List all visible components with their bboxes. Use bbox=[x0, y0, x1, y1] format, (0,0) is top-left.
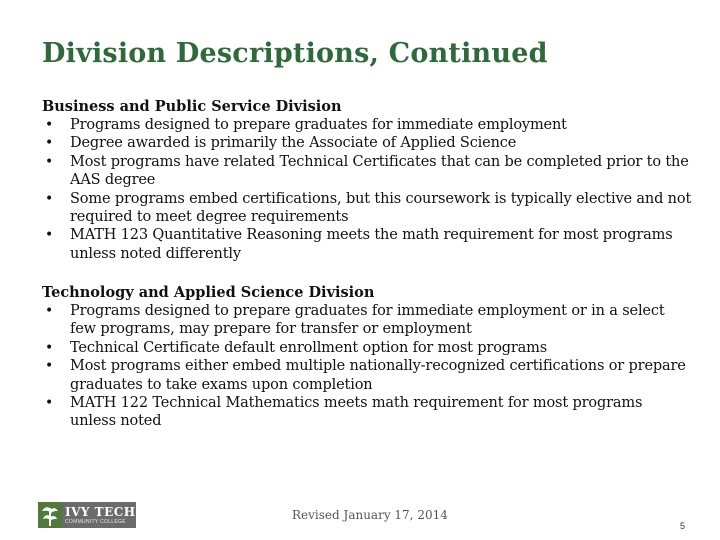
list-item-text: Most programs have related Technical Certificates that can be completed prior to the AAS degree bbox=[70, 153, 689, 189]
logo-name: IVY TECH bbox=[65, 504, 136, 519]
bullet-icon: • bbox=[45, 190, 54, 207]
list-item-text: Technical Certificate default enrollment option for most programs bbox=[70, 339, 548, 356]
list-item bbox=[42, 190, 692, 227]
revised-date: Revised January 17, 2014 bbox=[292, 508, 448, 522]
list-item bbox=[42, 226, 692, 263]
list-item-text: Programs designed to prepare graduates for immediate employment or in a select few programs, may prepare for transfer or employment bbox=[70, 303, 665, 338]
bullet-icon: • bbox=[45, 135, 54, 152]
list-item-text: Some programs embed certifications, but this coursework is typically elective and not required to meet degree requirements bbox=[70, 190, 692, 226]
logo-subtitle: COMMUNITY COLLEGE bbox=[65, 518, 126, 525]
section-technology-applied-science bbox=[42, 284, 692, 431]
section-heading: Business and Public Service Division bbox=[42, 98, 342, 115]
list-item-text: Degree awarded is primarily the Associate of Applied Science bbox=[70, 135, 517, 152]
page-number: 5 bbox=[680, 521, 686, 531]
list-item-text: Most programs either embed multiple nationally-recognized certifications or prepare graduates to take exams upon completion bbox=[70, 358, 686, 393]
list-item bbox=[42, 153, 692, 190]
section-heading: Technology and Applied Science Division bbox=[42, 284, 375, 301]
slide-title: Division Descriptions, Continued bbox=[42, 38, 548, 69]
bullet-icon: • bbox=[45, 153, 54, 170]
list-item bbox=[42, 116, 692, 134]
bullet-icon: • bbox=[45, 117, 54, 133]
list-item-text: Programs designed to prepare graduates for immediate employment bbox=[70, 117, 567, 133]
list-item bbox=[42, 134, 692, 152]
bullet-icon: • bbox=[45, 395, 54, 412]
bullet-list bbox=[42, 302, 692, 431]
bullet-icon: • bbox=[45, 339, 54, 356]
ivy-tech-logo bbox=[38, 502, 136, 528]
list-item-text: MATH 123 Quantitative Reasoning meets the math requirement for most programs unless noted differently bbox=[70, 227, 673, 262]
list-item-text: MATH 122 Technical Mathematics meets math requirement for most programs unless noted bbox=[70, 395, 643, 430]
bullet-icon: • bbox=[45, 303, 54, 319]
list-item bbox=[42, 302, 692, 339]
bullet-list bbox=[42, 116, 692, 263]
bullet-icon: • bbox=[45, 227, 54, 244]
list-item bbox=[42, 339, 692, 357]
section-business-public-service bbox=[42, 98, 692, 263]
list-item bbox=[42, 357, 692, 394]
list-item bbox=[42, 394, 692, 431]
tree-icon bbox=[38, 502, 62, 528]
bullet-icon: • bbox=[45, 358, 54, 375]
